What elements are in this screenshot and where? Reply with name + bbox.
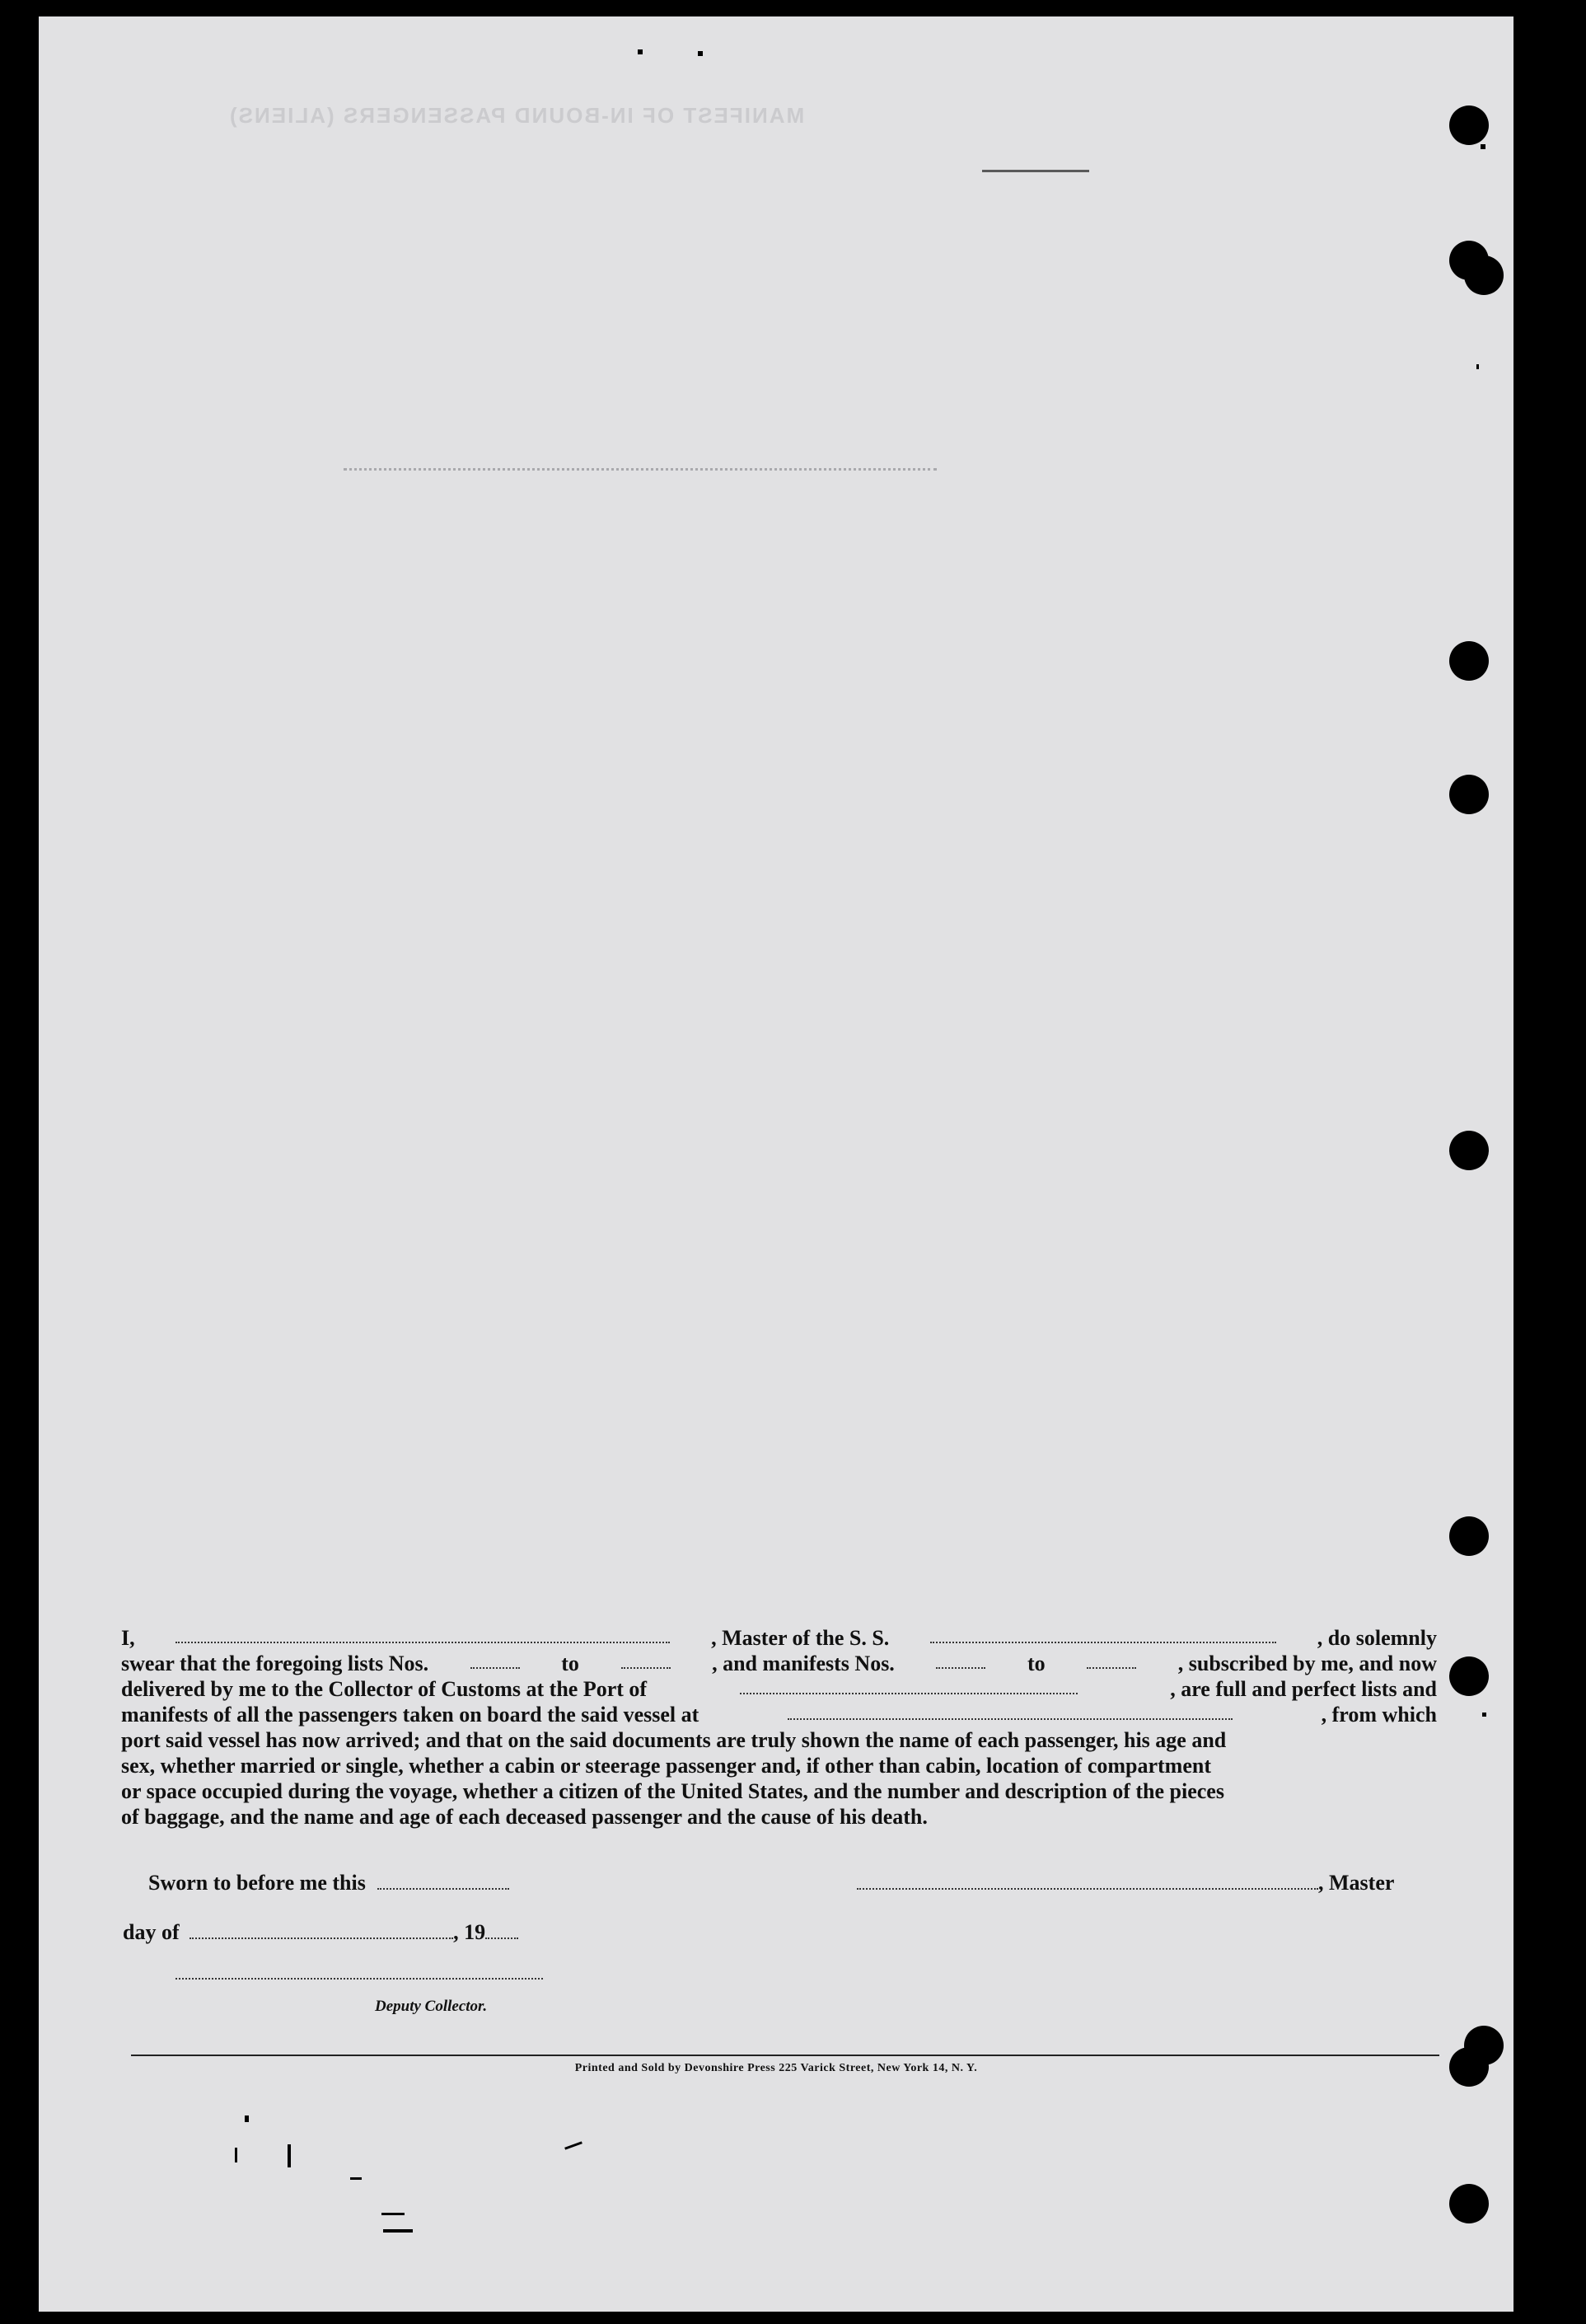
punch-hole (1449, 1516, 1489, 1556)
year-prefix: , 19 (453, 1920, 486, 1944)
year-blank (485, 1921, 518, 1939)
sworn-label: Sworn to before me this (148, 1871, 366, 1895)
oath-line-3 (121, 1676, 1437, 1702)
manifest-from-blank (936, 1651, 985, 1669)
punch-hole (1449, 2047, 1489, 2087)
list-from-blank (470, 1651, 520, 1669)
punch-hole (1449, 775, 1489, 814)
master-label: , Master (1318, 1871, 1395, 1895)
oath-text: , subscribed by me, and now (1177, 1652, 1437, 1675)
oath-text: , Master of the S. S. (711, 1626, 890, 1650)
oath-text: port said vessel has now arrived; and that on the said documents are truly shown the name of each passenger, his age and (121, 1728, 1227, 1752)
oath-text: to (1027, 1652, 1046, 1675)
oath-line-4 (121, 1702, 1437, 1727)
oath-paragraph (121, 1625, 1437, 1830)
document-page (39, 16, 1513, 2312)
oath-text: , do solemnly (1317, 1626, 1437, 1650)
oath-text: swear that the foregoing lists Nos. (121, 1652, 429, 1675)
list-to-blank (621, 1651, 671, 1669)
master-name-blank (175, 1625, 670, 1643)
sworn-day-blank (377, 1872, 509, 1890)
stray-mark (383, 2229, 413, 2233)
stray-mark (564, 2141, 582, 2149)
punch-hole (1449, 641, 1489, 681)
oath-text: , are full and perfect lists and (1170, 1677, 1437, 1701)
oath-text: , and manifests Nos. (712, 1652, 895, 1675)
oath-text: of baggage, and the name and age of each deceased passenger and the cause of his death. (121, 1805, 928, 1829)
oath-text: , from which (1321, 1703, 1437, 1727)
stray-mark (1482, 1713, 1486, 1717)
bleed-through-dotted-line (344, 468, 937, 471)
ship-name-blank (930, 1625, 1276, 1643)
oath-line-8 (121, 1804, 1437, 1830)
stray-mark (817, 2312, 822, 2317)
stray-mark (381, 2213, 405, 2215)
day-of-line (123, 1920, 518, 1945)
ink-smudge (982, 170, 1089, 172)
stray-mark (235, 2148, 237, 2162)
day-of-label: day of (123, 1920, 180, 1944)
oath-text: I, (121, 1626, 135, 1650)
oath-line-7 (121, 1778, 1437, 1804)
printer-imprint: Printed and Sold by Devonshire Press 225 Varick Street, New York 14, N. Y. (574, 2062, 978, 2074)
stray-mark (245, 2115, 249, 2122)
oath-line-1 (121, 1625, 1437, 1651)
month-blank (189, 1921, 453, 1939)
oath-text: to (561, 1652, 579, 1675)
stray-mark (1476, 364, 1479, 369)
oath-text: manifests of all the passengers taken on board the said vessel at (121, 1703, 699, 1727)
oath-line-5 (121, 1727, 1437, 1753)
stray-mark (350, 2177, 362, 2180)
punch-hole (1449, 1131, 1489, 1170)
punch-hole (1449, 2184, 1489, 2223)
stray-mark (288, 2144, 291, 2167)
deputy-collector-label: Deputy Collector. (375, 1998, 488, 2015)
master-signature-blank (857, 1872, 1318, 1890)
oath-text: or space occupied during the voyage, whether a citizen of the United States, and the number and description of the pieces (121, 1779, 1224, 1803)
sworn-before-line (148, 1871, 509, 1895)
oath-line-6 (121, 1753, 1437, 1778)
oath-text: delivered by me to the Collector of Customs at the Port of (121, 1677, 648, 1701)
oath-line-2 (121, 1651, 1437, 1676)
stray-mark (698, 51, 703, 56)
stray-mark (638, 49, 643, 54)
bleed-through-title: MANIFEST OF IN-BOUND PASSENGERS (ALIENS) (228, 103, 805, 128)
manifest-to-blank (1087, 1651, 1136, 1669)
footer-rule (131, 2055, 1439, 2056)
deputy-signature-blank (175, 1978, 543, 1980)
port-blank (740, 1676, 1078, 1694)
punch-hole (1449, 1656, 1489, 1696)
oath-text: sex, whether married or single, whether a cabin or steerage passenger and, if other than cabin, location of compartment (121, 1754, 1211, 1778)
punch-hole (1464, 255, 1504, 295)
embarkation-port-blank (788, 1702, 1233, 1720)
stray-mark (1481, 144, 1485, 149)
master-signature-line (857, 1871, 1394, 1895)
punch-hole (1449, 105, 1489, 145)
